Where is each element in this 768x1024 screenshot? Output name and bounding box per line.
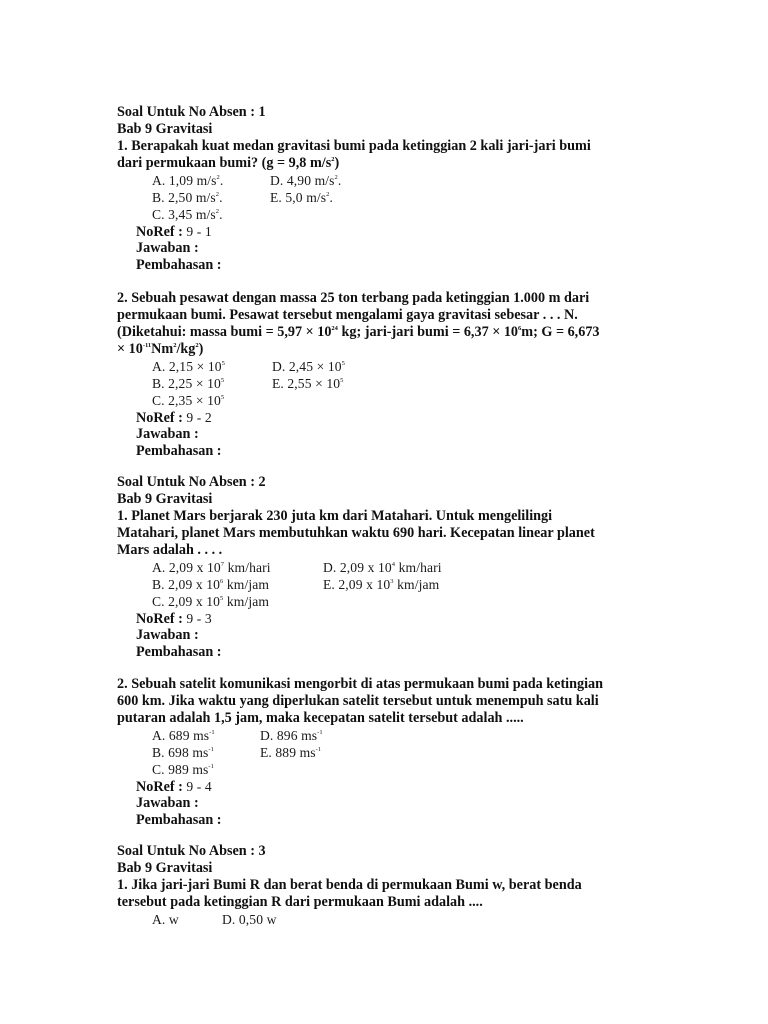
superscript: 2 bbox=[334, 174, 338, 181]
superscript: 2 bbox=[216, 174, 220, 181]
section-1-chapter: Bab 9 Gravitasi bbox=[117, 121, 213, 137]
s1-q2-option-e: E. $2,55 \times 10^5$ bbox=[272, 376, 344, 391]
superscript: 5 bbox=[220, 595, 224, 602]
s1-q1-noref bbox=[136, 223, 212, 241]
s2-q2-option-e: E. 889 $ms^{-1}$ bbox=[260, 745, 322, 760]
noref-value: 9 - 3 bbox=[182, 611, 212, 626]
superscript: 4 bbox=[391, 561, 396, 568]
s2-q2-jawaban-label: Jawaban : bbox=[136, 795, 199, 811]
superscript: -1 bbox=[208, 746, 215, 753]
section-2-chapter: Bab 9 Gravitasi bbox=[117, 491, 213, 507]
superscript: 2 bbox=[326, 191, 330, 198]
s2-q2-pembahasan-label: Pembahasan : bbox=[136, 812, 222, 828]
superscript: 5 bbox=[340, 377, 344, 384]
s2-q1-option-e: E. 2,09 x $10^3$ km/jam bbox=[323, 577, 440, 592]
s1-q2-option-c: C. $2,35 \times 10^5$ bbox=[152, 393, 225, 408]
superscript: 5 bbox=[341, 360, 346, 367]
s2-q1-option-b: B. 2,09 x $10^6$ km/jam bbox=[152, 577, 270, 592]
superscript: 6 bbox=[220, 578, 224, 585]
s2-q2-text-line-2: 600 km. Jika waktu yang diperlukan satelit tersebut untuk menempuh satu kali bbox=[117, 693, 599, 709]
superscript: 2 bbox=[195, 342, 199, 349]
s1-q2-jawaban-label: Jawaban : bbox=[136, 426, 199, 442]
s1-q1-pembahasan-label: Pembahasan : bbox=[136, 257, 222, 273]
s2-q1-text-line-3: Mars adalah . . . . bbox=[117, 542, 223, 558]
s3-q1-text-line-2: tersebut pada ketinggian R dari permukaan Bumi adalah .... bbox=[117, 894, 483, 910]
s2-q2-text-line-1: 2. Sebuah satelit komunikasi mengorbit di atas permukaan bumi pada ketingian bbox=[117, 676, 604, 692]
superscript: -1 bbox=[315, 746, 322, 753]
section-3-chapter: Bab 9 Gravitasi bbox=[117, 860, 213, 876]
noref-value: 9 - 4 bbox=[182, 779, 212, 794]
s2-q1-option-a: A. 2,09 x $10^7$ km/hari bbox=[152, 560, 271, 575]
s3-q1-text-line-1: 1. Jika jari-jari Bumi R dan berat benda di permukaan Bumi w, berat benda bbox=[117, 877, 582, 893]
s1-q1-option-b: B. 2,50 $m/s^2$. bbox=[152, 190, 223, 205]
superscript: 7 bbox=[220, 561, 225, 568]
superscript: 24 bbox=[331, 325, 338, 332]
s1-q2-option-b: B. $2,25 \times 10^5$ bbox=[152, 376, 225, 391]
superscript: 2 bbox=[215, 191, 220, 198]
s1-q2-text-line-4: × $10^{-11}Nm^2/kg^2$) bbox=[117, 341, 204, 357]
superscript: -1 bbox=[209, 729, 215, 736]
s1-q2-text-line-2: permukaan bumi. Pesawat tersebut mengalami gaya gravitasi sebesar . . . N. bbox=[117, 307, 578, 323]
noref-value: 9 - 1 bbox=[182, 224, 212, 239]
s1-q2-option-d: D. $2,45 \times 10^5$ bbox=[272, 359, 346, 374]
s2-q2-noref bbox=[136, 778, 212, 796]
s1-q2-option-a: A. $2,15 \times 10^5$ bbox=[152, 359, 226, 374]
noref-value: 9 - 2 bbox=[182, 410, 212, 425]
noref-label: NoRef : bbox=[136, 611, 183, 627]
s2-q1-text-line-1: 1. Planet Mars berjarak 230 juta km dari Matahari. Untuk mengelilingi bbox=[117, 508, 553, 524]
s2-q2-text-line-3: putaran adalah 1,5 jam, maka kecepatan satelit tersebut adalah ..... bbox=[117, 710, 524, 726]
s2-q2-option-c: C. 989 $ms^{-1}$ bbox=[152, 762, 215, 777]
section-3-header: Soal Untuk No Absen : 3 bbox=[117, 843, 266, 859]
s2-q2-option-d: D. 896 $ms^{-1}$ bbox=[260, 728, 323, 743]
superscript: 3 bbox=[390, 578, 394, 585]
s1-q1-option-c: C. 3,45 $m/s^2$. bbox=[152, 207, 223, 222]
s2-q1-text-line-2: Matahari, planet Mars membutuhkan waktu 690 hari. Kecepatan linear planet bbox=[117, 525, 595, 541]
superscript: 2 bbox=[215, 208, 220, 215]
s1-q1-option-d: D. 4,90 $m/s^2$. bbox=[270, 173, 342, 188]
s2-q1-noref bbox=[136, 610, 212, 628]
section-2-header: Soal Untuk No Absen : 2 bbox=[117, 474, 266, 490]
noref-label: NoRef : bbox=[136, 779, 183, 795]
section-1-header: Soal Untuk No Absen : 1 bbox=[117, 104, 266, 120]
superscript: -1 bbox=[317, 729, 323, 736]
noref-label: NoRef : bbox=[136, 224, 183, 240]
s1-q2-text-line-3: (Diketahui: massa bumi = $5,97 \times 10^{24}$ kg; jari-jari bumi = $6,37 \times 10^6m$; G = 6,673 bbox=[117, 324, 600, 340]
noref-label: NoRef : bbox=[136, 410, 183, 426]
superscript: 2 bbox=[173, 342, 177, 349]
superscript: 5 bbox=[220, 394, 225, 401]
superscript: 5 bbox=[220, 377, 225, 384]
superscript: -1 bbox=[208, 763, 215, 770]
s3-q1-option-d: D. 0,50 w bbox=[222, 912, 277, 927]
s1-q2-noref bbox=[136, 409, 212, 427]
s1-q2-text-line-1: 2. Sebuah pesawat dengan massa 25 ton terbang pada ketinggian 1.000 m dari bbox=[117, 290, 590, 306]
s1-q1-option-e: E. 5,0 $m/s^2$. bbox=[270, 190, 333, 205]
s1-q1-text-line-1: 1. Berapakah kuat medan gravitasi bumi pada ketinggian 2 kali jari-jari bumi bbox=[117, 138, 591, 154]
s2-q1-option-d: D. 2,09 x $10^4$ km/hari bbox=[323, 560, 442, 575]
s2-q1-option-c: C. 2,09 x $10^5$ km/jam bbox=[152, 594, 270, 609]
s2-q1-pembahasan-label: Pembahasan : bbox=[136, 644, 222, 660]
s2-q1-jawaban-label: Jawaban : bbox=[136, 627, 199, 643]
superscript: 2 bbox=[331, 156, 335, 163]
s2-q2-option-b: B. 698 $ms^{-1}$ bbox=[152, 745, 215, 760]
superscript: 6 bbox=[518, 325, 522, 332]
s1-q1-jawaban-label: Jawaban : bbox=[136, 240, 199, 256]
s1-q2-pembahasan-label: Pembahasan : bbox=[136, 443, 222, 459]
s2-q2-option-a: A. 689 $ms^{-1}$ bbox=[152, 728, 215, 743]
s3-q1-option-a: A. w bbox=[152, 912, 179, 927]
superscript: -11 bbox=[142, 342, 152, 349]
s1-q1-text-line-2: dari permukaan bumi? (g = 9,8 $m/s^2$) bbox=[117, 155, 340, 171]
s1-q1-option-a: A. 1,09 $m/s^2$. bbox=[152, 173, 224, 188]
superscript: 5 bbox=[221, 360, 226, 367]
